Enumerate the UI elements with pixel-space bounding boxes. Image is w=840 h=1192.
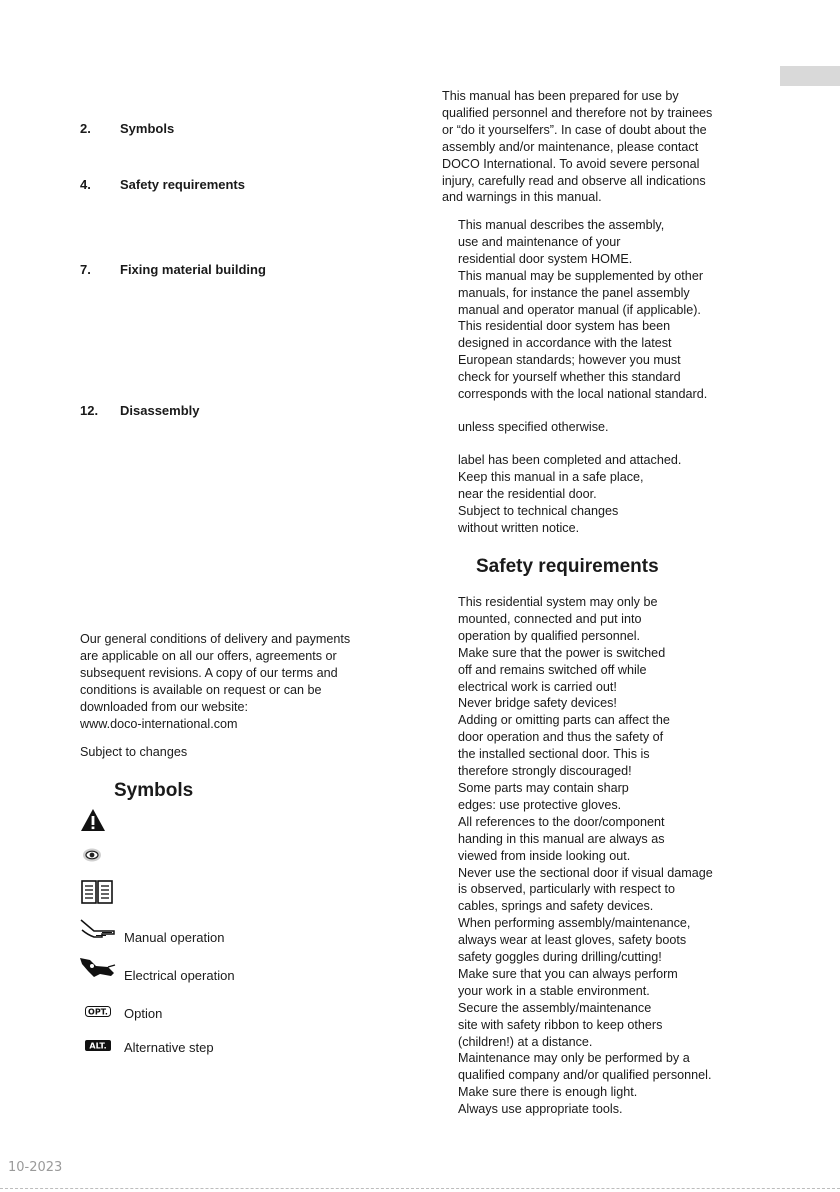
hand-icon (80, 918, 116, 940)
terms-line: are applicable on all our offers, agreements or (80, 648, 337, 663)
language-tab (780, 66, 840, 86)
terms-line: www.doco-international.com (80, 716, 238, 731)
description-line: manual and operator manual (if applicable). (458, 302, 701, 317)
intro-line: assembly and/or maintenance, please contact (442, 139, 699, 154)
description-line: manuals, for instance the panel assembly (458, 285, 690, 300)
safety-line: When performing assembly/maintenance, (458, 916, 691, 931)
option-icon (85, 1006, 111, 1017)
safety-line: Some parts may contain sharp (458, 780, 629, 795)
description-line: designed in accordance with the latest (458, 336, 672, 351)
safety-line: mounted, connected and put into (458, 611, 642, 626)
description-line: This manual may be supplemented by other (458, 268, 704, 283)
safety-line: handing in this manual are always as (458, 831, 665, 846)
safety-paragraph (458, 594, 713, 1118)
safety-line: Always use appropriate tools. (458, 1102, 623, 1117)
safety-line: Secure the assembly/maintenance (458, 1000, 652, 1015)
terms-line: Our general conditions of delivery and payments (80, 632, 351, 646)
footer-date: 10-2023 (8, 1160, 63, 1175)
label-line: near the residential door. (458, 486, 597, 501)
safety-line: cables, springs and safety devices. (458, 899, 654, 914)
description-line: residential door system HOME. (458, 251, 633, 266)
unless-specified: unless specified otherwise. (458, 420, 609, 434)
book-icon (81, 880, 113, 904)
label-line: label has been completed and attached. (458, 453, 682, 467)
safety-line: therefore strongly discouraged! (458, 764, 632, 779)
description-line: This residential door system has been (458, 319, 671, 334)
page-bottom-divider (0, 1188, 840, 1189)
safety-line: viewed from inside looking out. (458, 848, 631, 863)
safety-line: Adding or omitting parts can affect the (458, 713, 670, 728)
description-line: corresponds with the local national standard. (458, 387, 708, 402)
safety-heading: Safety requirements (476, 556, 659, 577)
safety-line: operation by qualified personnel. (458, 628, 641, 643)
safety-line: site with safety ribbon to keep others (458, 1017, 663, 1032)
terms-line: downloaded from our website: (80, 699, 249, 714)
safety-line: safety goggles during drilling/cutting! (458, 950, 662, 965)
symbol-label: Option (124, 1006, 163, 1021)
safety-line: This residential system may only be (458, 595, 658, 609)
toc-title: Symbols (120, 121, 175, 136)
toc-number: 12. (80, 403, 99, 418)
terms-paragraph (80, 631, 350, 732)
intro-paragraph (442, 88, 712, 206)
safety-line: is observed, particularly with respect to (458, 882, 675, 897)
terms-line: conditions is available on request or can be (80, 682, 322, 697)
safety-line: (children!) at a distance. (458, 1034, 593, 1049)
symbol-label: Alternative step (124, 1040, 214, 1055)
safety-line: Make sure that the power is switched (458, 645, 666, 660)
symbol-label: Electrical operation (124, 968, 235, 983)
safety-line: the installed sectional door. This is (458, 747, 650, 762)
label-paragraph (458, 452, 681, 537)
description-line: European standards; however you must (458, 353, 681, 368)
alt-icon (85, 1040, 111, 1051)
description-paragraph (458, 217, 707, 403)
intro-line: DOCO International. To avoid severe personal (442, 156, 700, 171)
safety-line: off and remains switched off while (458, 662, 647, 677)
symbols-heading: Symbols (114, 780, 194, 801)
toc-title: Disassembly (120, 403, 200, 418)
safety-line: Make sure that you can always perform (458, 966, 678, 981)
intro-line: injury, carefully read and observe all indications (442, 173, 706, 188)
toc-title: Fixing material building (120, 262, 266, 277)
safety-line: All references to the door/component (458, 814, 665, 829)
label-line: Subject to technical changes (458, 503, 619, 518)
safety-line: Make sure there is enough light. (458, 1085, 638, 1100)
toc-title: Safety requirements (120, 177, 245, 192)
intro-line: This manual has been prepared for use by (442, 89, 679, 103)
safety-line: your work in a stable environment. (458, 983, 650, 998)
safety-line: door operation and thus the safety of (458, 730, 664, 745)
warning-icon (80, 808, 106, 832)
toc-number: 2. (80, 121, 91, 136)
drill-icon (78, 955, 116, 981)
safety-line: always wear at least gloves, safety boots (458, 933, 687, 948)
safety-line: edges: use protective gloves. (458, 797, 622, 812)
toc-number: 7. (80, 262, 91, 277)
intro-line: and warnings in this manual. (442, 190, 602, 205)
description-line: This manual describes the assembly, (458, 218, 665, 232)
eye-icon (81, 847, 103, 863)
safety-line: Never bridge safety devices! (458, 696, 617, 711)
intro-line: or “do it yourselfers”. In case of doubt about the (442, 122, 707, 137)
description-line: check for yourself whether this standard (458, 370, 681, 385)
symbol-label: Manual operation (124, 930, 225, 945)
safety-line: qualified company and/or qualified personnel. (458, 1068, 712, 1083)
description-line: use and maintenance of your (458, 234, 621, 249)
safety-line: electrical work is carried out! (458, 679, 617, 694)
safety-line: Maintenance may only be performed by a (458, 1051, 690, 1066)
alt-icon-text: ALT. (89, 1041, 107, 1051)
terms-line: subsequent revisions. A copy of our terms and (80, 665, 338, 680)
subject-to-changes: Subject to changes (80, 745, 188, 759)
label-line: without written notice. (458, 520, 580, 535)
label-line: Keep this manual in a safe place, (458, 469, 644, 484)
intro-line: qualified personnel and therefore not by trainees (442, 105, 713, 120)
toc-number: 4. (80, 177, 91, 192)
option-icon-text: OPT. (88, 1007, 108, 1017)
safety-line: Never use the sectional door if visual damage (458, 865, 713, 880)
